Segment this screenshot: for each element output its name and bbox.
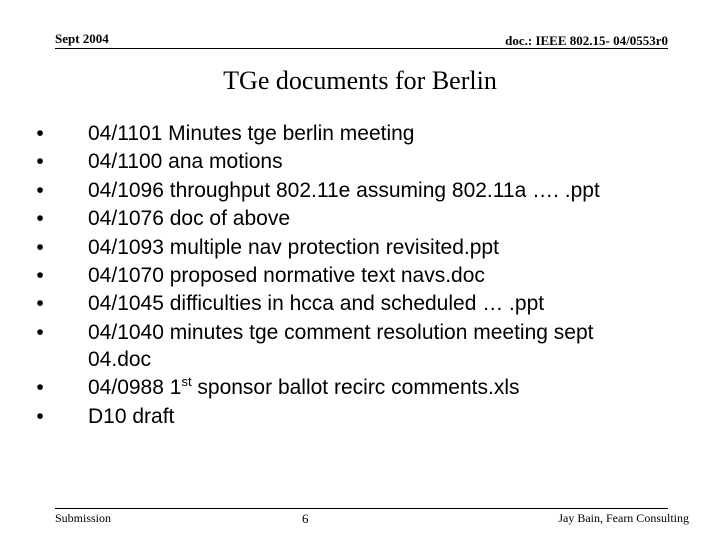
list-item bbox=[30, 319, 650, 373]
list-item bbox=[30, 177, 650, 204]
list-item bbox=[30, 403, 650, 430]
list-item-text: 04/1040 minutes tge comment resolution meeting sept 04.doc bbox=[88, 320, 594, 371]
footer-divider bbox=[55, 508, 668, 509]
footer-author: Jay Bain, Fearn Consulting bbox=[558, 511, 689, 525]
list-item-text: 04/1100 ana motions bbox=[88, 150, 283, 174]
bullet-list bbox=[30, 120, 650, 431]
footer-submission: Submission bbox=[55, 511, 112, 525]
ordinal-suffix: st bbox=[181, 374, 192, 390]
list-item-text bbox=[88, 376, 520, 399]
list-item-text: D10 draft bbox=[88, 404, 175, 428]
list-item-text: 04/1076 doc of above bbox=[88, 207, 291, 231]
header-doc-id: doc.: IEEE 802.15- 04/0553r0 bbox=[505, 33, 668, 48]
bullet-icon: • bbox=[36, 122, 44, 145]
list-item bbox=[30, 234, 650, 261]
list-item bbox=[30, 374, 650, 401]
bullet-icon: • bbox=[36, 320, 44, 344]
bullet-icon: • bbox=[36, 263, 44, 287]
list-item-text-part: sponsor ballot recirc comments.xls bbox=[191, 376, 520, 400]
bullet-icon: • bbox=[36, 178, 44, 202]
bullet-icon: • bbox=[36, 235, 44, 259]
header-divider bbox=[55, 48, 668, 49]
slide-title: TGe documents for Berlin bbox=[223, 66, 497, 95]
bullet-icon: • bbox=[36, 292, 44, 316]
bullet-icon: • bbox=[36, 404, 44, 428]
list-item-text-part: 04/0988 1 bbox=[88, 376, 182, 400]
list-item bbox=[30, 262, 650, 289]
list-item bbox=[30, 148, 650, 175]
list-item-text: 04/1096 throughput 802.11e assuming 802.11a …. .ppt bbox=[88, 178, 600, 202]
page-number: 6 bbox=[302, 511, 309, 526]
bullet-icon: • bbox=[36, 376, 44, 400]
list-item-text: 04/1093 multiple nav protection revisited.ppt bbox=[88, 235, 499, 259]
list-item bbox=[30, 120, 650, 147]
list-item-text: 04/1070 proposed normative text navs.doc bbox=[88, 263, 485, 287]
list-item bbox=[30, 290, 650, 317]
bullet-icon: • bbox=[36, 150, 44, 174]
bullet-icon: • bbox=[36, 207, 44, 231]
list-item bbox=[30, 205, 650, 232]
list-item-text: 04/1045 difficulties in hcca and scheduled … .ppt bbox=[88, 292, 545, 316]
list-item-text: 04/1101 Minutes tge berlin meeting bbox=[88, 122, 415, 145]
header-date: Sept 2004 bbox=[55, 31, 109, 46]
